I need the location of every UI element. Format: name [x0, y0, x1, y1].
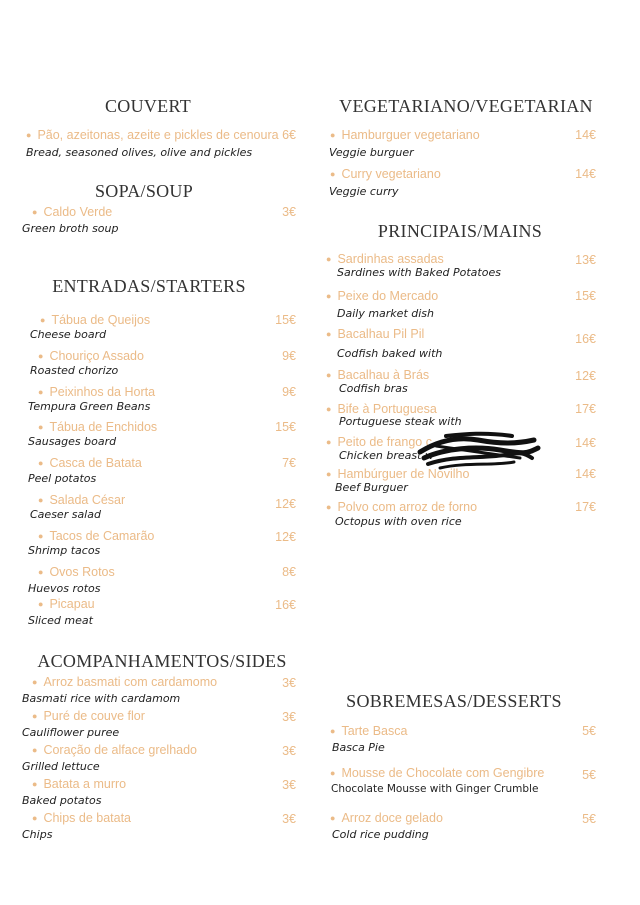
menu-item-name: ● Peito de frango c [326, 435, 432, 449]
menu-item-english: Daily market dish [337, 307, 434, 320]
menu-item-name: ● Hamburguer vegetariano [330, 128, 480, 142]
menu-item-name: ● Picapau [38, 597, 95, 611]
menu-item-name: ● Caldo Verde [32, 205, 113, 219]
menu-item-english: Chocolate Mousse with Ginger Crumble [331, 783, 539, 795]
menu-item-price: 7€ [282, 456, 296, 470]
menu-item-price: 5€ [582, 768, 596, 782]
menu-item-english: Cold rice pudding [332, 828, 429, 841]
menu-item-price: 14€ [575, 167, 596, 181]
menu-item-price: 15€ [275, 313, 296, 327]
menu-item-english: Bread, seasoned olives, olive and pickles [26, 146, 253, 159]
menu-item-english: Chicken breast w [339, 449, 434, 462]
menu-item-price: 9€ [282, 385, 296, 399]
menu-item-price: 14€ [575, 436, 596, 450]
menu-item-english: Codfish bras [339, 382, 408, 395]
menu-item-price: 14€ [575, 467, 596, 481]
menu-item-english: Sausages board [28, 435, 117, 448]
menu-item-english: Baked potatos [22, 794, 102, 807]
menu-item-english: Green broth soup [22, 222, 119, 235]
menu-item-english: Peel potatos [28, 472, 97, 485]
menu-item-price: 16€ [275, 598, 296, 612]
sopa-heading: SOPA/SOUP [94, 181, 194, 201]
menu-item-name: ● Mousse de Chocolate com Gengibre [330, 766, 545, 780]
menu-item-name: ● Hambúrguer de Novilho [326, 467, 470, 481]
menu-item-english: Chips [22, 828, 53, 841]
menu-item-english: Shrimp tacos [28, 544, 101, 557]
menu-item-name: ● Chouriço Assado [38, 349, 144, 363]
principais-heading: PRINCIPAIS/MAINS [377, 221, 543, 241]
menu-item-name: ● Arroz doce gelado [330, 811, 443, 825]
menu-item-name: ● Polvo com arroz de forno [326, 500, 478, 514]
menu-item-english: Huevos rotos [28, 582, 101, 595]
entradas-heading: ENTRADAS/STARTERS [52, 276, 246, 296]
menu-item-english: Sardines with Baked Potatoes [337, 266, 501, 279]
menu-item-english: Grilled lettuce [22, 760, 100, 773]
menu-item-name: ● Bacalhau Pil Pil [326, 327, 425, 341]
menu-item-english: Cheese board [30, 328, 107, 341]
menu-item-name: ● Peixinhos da Horta [38, 385, 156, 399]
menu-item-price: 6€ [282, 128, 296, 142]
menu-item-english: Veggie burguer [329, 146, 414, 159]
menu-item-name: ● Peixe do Mercado [326, 289, 439, 303]
menu-item-name: ● Puré de couve flor [32, 709, 145, 723]
menu-item-english: Portuguese steak with [339, 415, 462, 428]
menu-item-name: ● Tarte Basca [330, 724, 408, 738]
menu-item-name: ● Arroz basmati com cardamomo [32, 675, 218, 689]
menu-item-english: Codfish baked with [337, 347, 443, 360]
menu-item-name: ● Casca de Batata [38, 456, 142, 470]
vegetariano-heading: VEGETARIANO/VEGETARIAN [339, 96, 593, 116]
menu-item-price: 3€ [282, 710, 296, 724]
menu-item-name: ● Ovos Rotos [38, 565, 115, 579]
menu-item-price: 3€ [282, 744, 296, 758]
menu-item-english: Sliced meat [28, 614, 93, 627]
menu-item-english: Cauliflower puree [22, 726, 120, 739]
menu-item-price: 3€ [282, 812, 296, 826]
menu-item-english: Beef Burguer [335, 481, 408, 494]
menu-item-name: ● Salada César [38, 493, 126, 507]
menu-item-name: ● Tábua de Enchidos [38, 420, 158, 434]
menu-item-name: ● Batata a murro [32, 777, 127, 791]
menu-item-english: Roasted chorizo [30, 364, 119, 377]
menu-item-price: 16€ [575, 332, 596, 346]
menu-item-name: ● Curry vegetariano [330, 167, 441, 181]
menu-item-price: 5€ [582, 724, 596, 738]
menu-item-price: 17€ [575, 402, 596, 416]
sobremesas-heading: SOBREMESAS/DESSERTS [346, 691, 562, 711]
acompanhamentos-heading: ACOMPANHAMENTOS/SIDES [37, 651, 287, 671]
redaction-scribble [416, 428, 542, 474]
menu-item-name: ● Tacos de Camarão [38, 529, 155, 543]
menu-item-price: 15€ [275, 420, 296, 434]
menu-item-english: Basmati rice with cardamom [22, 692, 181, 705]
menu-item-name: ● Bife à Portuguesa [326, 402, 437, 416]
menu-item-price: 3€ [282, 205, 296, 219]
menu-item-name: ● Bacalhau à Brás [326, 368, 430, 382]
menu-item-english: Tempura Green Beans [28, 400, 151, 413]
menu-item-price: 17€ [575, 500, 596, 514]
menu-item-price: 3€ [282, 778, 296, 792]
menu-item-price: 12€ [275, 497, 296, 511]
menu-item-name: ● Tábua de Queijos [40, 313, 151, 327]
couvert-heading: COUVERT [104, 96, 192, 116]
menu-item-name: ● Chips de batata [32, 811, 131, 825]
menu-item-english: Octopus with oven rice [335, 515, 462, 528]
menu-item-price: 15€ [575, 289, 596, 303]
menu-item-price: 13€ [575, 253, 596, 267]
menu-item-english: Basca Pie [332, 741, 385, 754]
menu-item-price: 3€ [282, 676, 296, 690]
menu-item-name: ● Coração de alface grelhado [32, 743, 198, 757]
menu-item-price: 8€ [282, 565, 296, 579]
menu-item-price: 9€ [282, 349, 296, 363]
menu-item-price: 12€ [275, 530, 296, 544]
menu-item-name: ● Pão, azeitonas, azeite e pickles de cenoura [26, 128, 279, 142]
menu-item-english: Caeser salad [30, 508, 101, 521]
menu-item-price: 12€ [575, 369, 596, 383]
menu-item-price: 5€ [582, 812, 596, 826]
menu-item-price: 14€ [575, 128, 596, 142]
menu-item-name: ● Sardinhas assadas [326, 252, 444, 266]
menu-item-english: Veggie curry [329, 185, 399, 198]
